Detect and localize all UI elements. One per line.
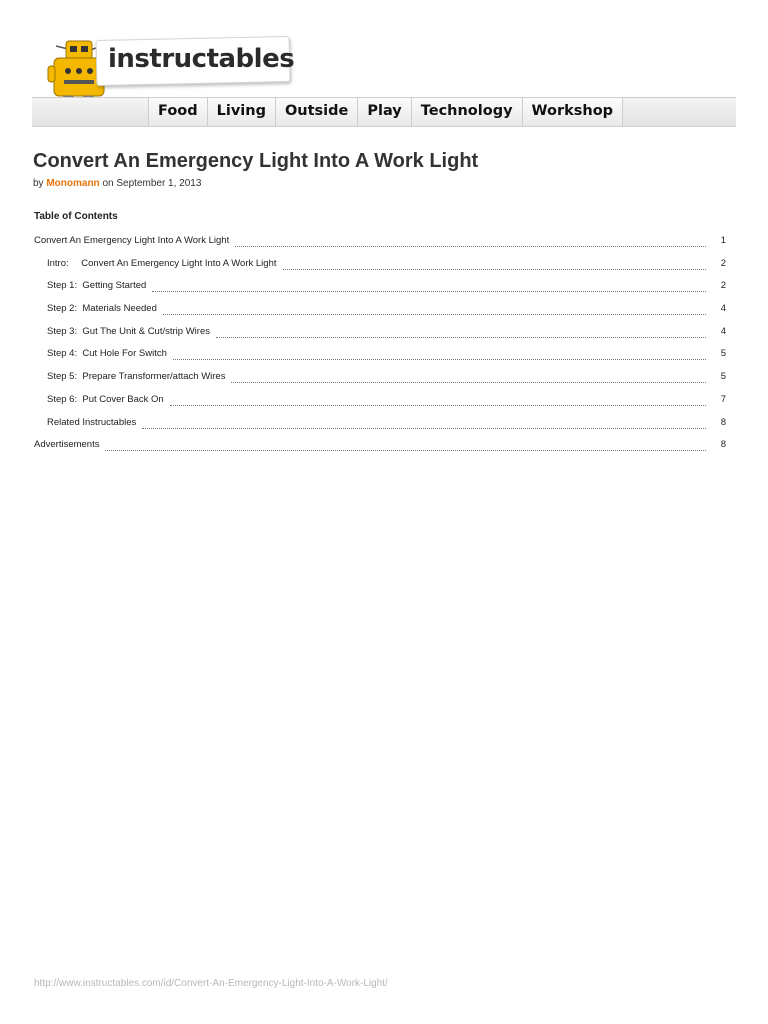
toc-entry-title: Materials Needed (82, 303, 157, 315)
toc-entry-page: 5 (720, 348, 726, 360)
toc-entry-title: Put Cover Back On (82, 393, 164, 405)
toc-leader-dots (152, 282, 706, 292)
nav-item-food[interactable]: Food (148, 98, 208, 126)
toc-leader-dots (142, 419, 706, 429)
toc-entry-page: 1 (720, 235, 726, 246)
toc-entry[interactable] (34, 258, 726, 281)
page-title: Convert An Emergency Light Into A Work Light (33, 150, 479, 172)
toc-entry-label (47, 258, 281, 269)
footer-url[interactable]: http://www.instructables.com/id/Convert-An-Emergency-Light-Into-A-Work-Light/ (34, 978, 388, 989)
toc-entry-label (34, 439, 103, 450)
nav-item-technology[interactable]: Technology (412, 98, 523, 126)
byline (33, 178, 201, 189)
toc-entry-prefix: Step 2: (47, 303, 78, 315)
toc-entry-page: 8 (720, 439, 726, 451)
toc-entry-label (47, 303, 161, 314)
toc-entry[interactable] (34, 348, 726, 371)
toc-leader-dots (170, 396, 706, 406)
toc-entry-prefix: Step 3: (47, 325, 78, 337)
toc-leader-dots (231, 373, 706, 383)
author-link[interactable]: Monomann (46, 178, 100, 189)
toc-entry[interactable] (34, 394, 726, 417)
toc-entry-page: 2 (720, 257, 726, 269)
toc-entry-label (47, 371, 229, 382)
toc-entry-label (34, 235, 233, 246)
toc-entry-label (47, 348, 171, 359)
toc-entry-prefix: Step 5: (47, 371, 78, 383)
toc-entry-title: Getting Started (82, 280, 147, 292)
toc-leader-dots (105, 441, 706, 451)
toc-entry-label (47, 280, 150, 291)
toc-entry-label (47, 417, 140, 428)
toc-entry-title: Related Instructables (47, 416, 137, 428)
toc-heading: Table of Contents (34, 211, 118, 222)
toc-leader-dots (283, 260, 707, 270)
toc-entry-page: 5 (720, 371, 726, 383)
toc-leader-dots (235, 237, 706, 247)
toc-entry[interactable] (34, 417, 726, 440)
toc-entry-title: Convert An Emergency Light Into A Work Light (81, 257, 277, 269)
toc-entry-title: Convert An Emergency Light Into A Work Light (34, 235, 230, 246)
toc-leader-dots (173, 350, 706, 360)
toc-entry-page: 7 (720, 393, 726, 405)
toc-entry-title: Cut Hole For Switch (82, 348, 167, 360)
toc-entry-prefix: Step 1: (47, 280, 78, 292)
by-label: by (33, 178, 44, 189)
category-nav (32, 97, 736, 127)
publish-date: on September 1, 2013 (102, 178, 202, 189)
toc-entry-prefix: Step 6: (47, 393, 78, 405)
toc-entry-page: 8 (720, 416, 726, 428)
toc-entry[interactable] (34, 235, 726, 258)
site-header (0, 0, 768, 130)
nav-item-play[interactable]: Play (358, 98, 411, 126)
nav-item-workshop[interactable]: Workshop (523, 98, 624, 126)
toc-entry[interactable] (34, 326, 726, 349)
toc-entry-title: Prepare Transformer/attach Wires (82, 371, 226, 383)
toc-entry-label (47, 394, 168, 405)
toc-entry-label (47, 326, 214, 337)
table-of-contents (34, 235, 726, 462)
toc-entry-title: Advertisements (34, 439, 100, 451)
toc-entry-prefix: Intro: (47, 257, 69, 269)
toc-entry-title: Gut The Unit & Cut/strip Wires (82, 325, 210, 337)
nav-item-living[interactable]: Living (208, 98, 276, 126)
toc-entry[interactable] (34, 439, 726, 462)
toc-entry-page: 4 (720, 325, 726, 337)
toc-entry-page: 2 (720, 280, 726, 292)
toc-entry[interactable] (34, 371, 726, 394)
toc-entry-prefix: Step 4: (47, 348, 78, 360)
toc-entry[interactable] (34, 280, 726, 303)
toc-entry[interactable] (34, 303, 726, 326)
site-logo-text[interactable]: instructables (108, 44, 295, 74)
toc-leader-dots (163, 305, 706, 315)
toc-leader-dots (216, 328, 706, 338)
nav-item-outside[interactable]: Outside (276, 98, 358, 126)
toc-entry-page: 4 (720, 303, 726, 315)
